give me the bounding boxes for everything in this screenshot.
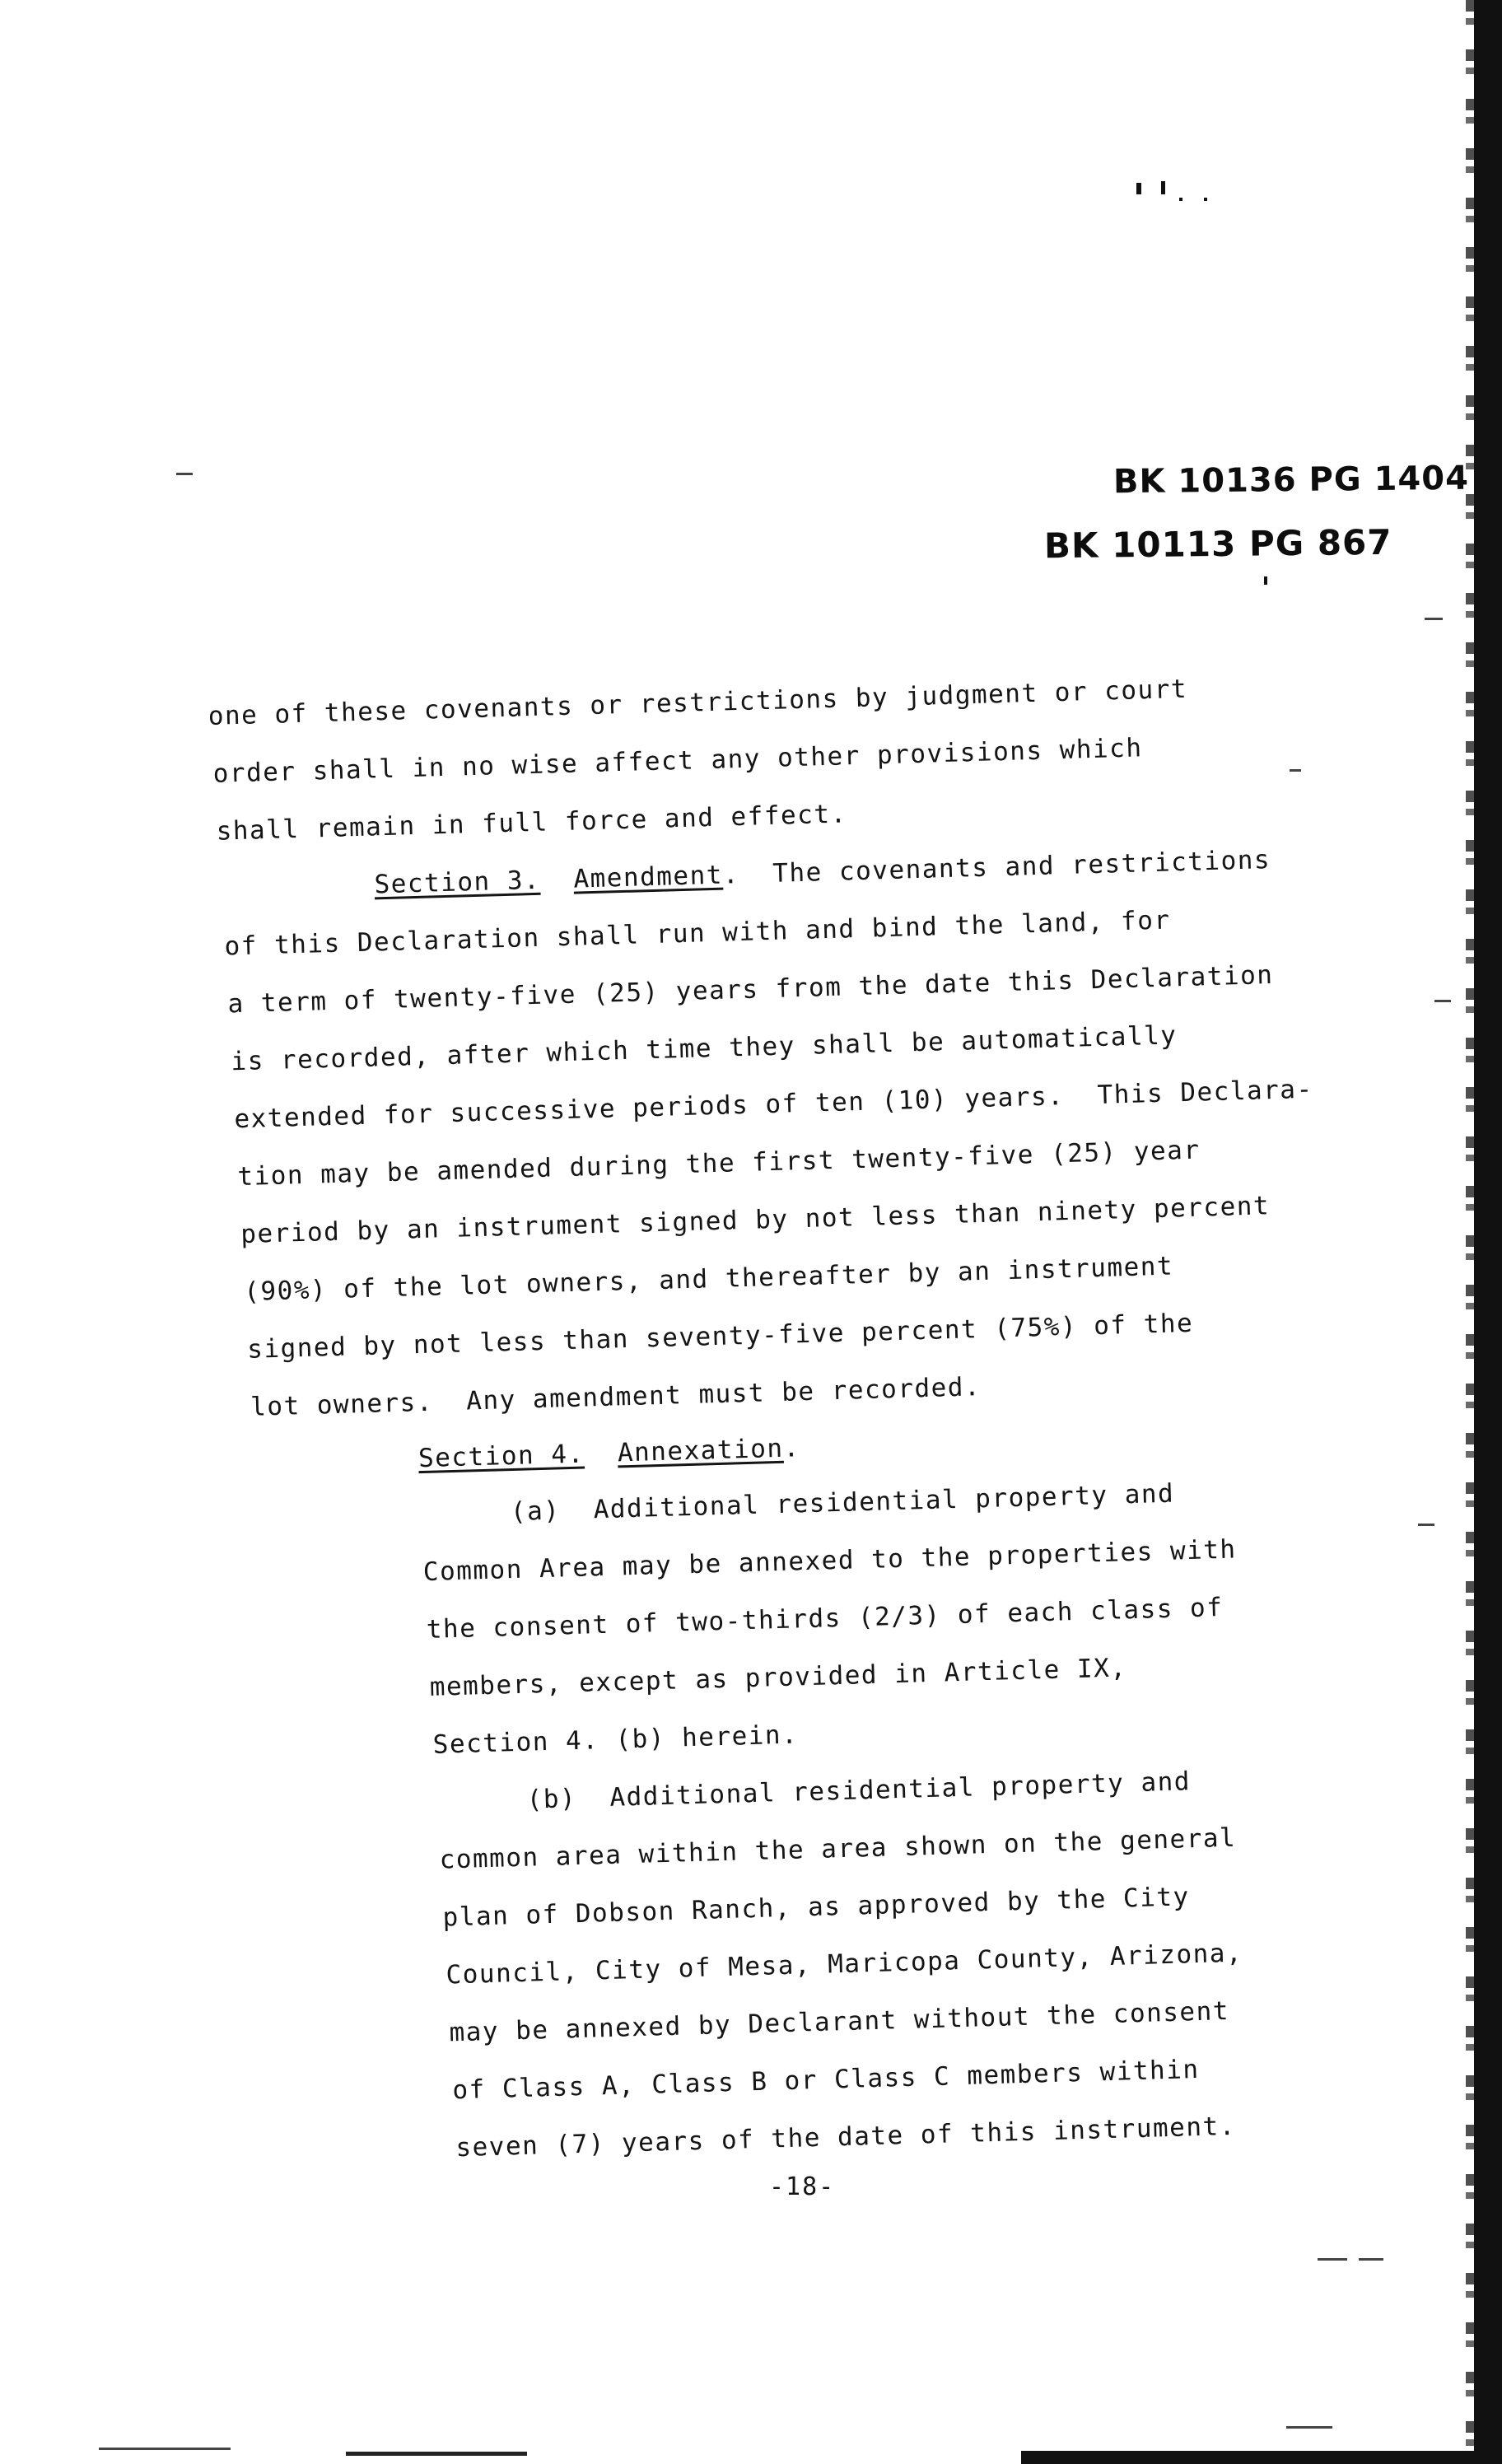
- document-body: [206, 602, 1341, 2163]
- body-line: is recorded, after which time they shall be automatically: [231, 1020, 1178, 1077]
- scan-edge-bottom: [1021, 2451, 1502, 2464]
- scan-speck: [1204, 198, 1207, 201]
- paragraph-b-line: Council, City of Mesa, Maricopa County, Arizona,: [445, 1938, 1243, 1990]
- scan-mark: [99, 2448, 231, 2450]
- scan-speck: [1161, 181, 1165, 194]
- body-line: signed by not less than seventy-five percent (75%) of the: [246, 1308, 1194, 1365]
- recording-stamp-2: BK 10113 PG 867: [1043, 521, 1392, 567]
- body-line: lot owners. Any amendment must be recorded.: [250, 1372, 982, 1422]
- scan-speck: [1179, 198, 1182, 201]
- section-3-text: . The covenants and restrictions: [722, 845, 1271, 890]
- paragraph-b-line: plan of Dobson Ranch, as approved by the City: [442, 1882, 1191, 1933]
- scan-speck: [1264, 576, 1267, 585]
- body-line: a term of twenty-five (25) years from the date this Declaration: [227, 959, 1274, 1020]
- paragraph-b-line: may be annexed by Declarant without the consent: [449, 1995, 1230, 2048]
- scan-edge-right: [1474, 0, 1502, 2464]
- section-3-line: [374, 843, 1271, 901]
- paragraph-a-line: Section 4. (b) herein.: [432, 1720, 799, 1760]
- paragraph-b-line: (b) Additional residential property and: [526, 1766, 1192, 1815]
- section-4-line: [417, 1431, 800, 1475]
- paragraph-b-line: of Class A, Class B or Class C members within: [451, 2054, 1201, 2106]
- paragraph-a-line: (a) Additional residential property and: [510, 1478, 1175, 1528]
- paragraph-a-line: the consent of two-thirds (2/3) of each class of: [426, 1592, 1224, 1645]
- paragraph-a-line: members, except as provided in Article IX,: [429, 1653, 1127, 1702]
- paragraph-b-line: common area within the area shown on the general: [439, 1822, 1237, 1875]
- scan-mark: [1318, 2258, 1347, 2261]
- scan-mark: [1425, 618, 1443, 620]
- body-line: extended for successive periods of ten (10) years. This Declara-: [233, 1074, 1314, 1135]
- section-4-heading: Section 4.: [417, 1439, 585, 1474]
- paragraph-b-line: seven (7) years of the date of this instrument.: [455, 2111, 1237, 2163]
- section-3-title: Amendment: [572, 860, 724, 894]
- body-line: (90%) of the lot owners, and thereafter by an instrument: [243, 1251, 1174, 1308]
- scan-mark: [1359, 2258, 1383, 2261]
- body-line: of this Declaration shall run with and bind the land, for: [224, 905, 1171, 962]
- scan-mark: [1286, 2426, 1332, 2429]
- body-line: order shall in no wise affect any other provisions which: [212, 733, 1143, 789]
- scan-mark: [1434, 1000, 1451, 1002]
- scan-mark: [1418, 1524, 1434, 1526]
- scan-mark-bottom: [346, 2452, 527, 2456]
- recording-stamp-1: BK 10136 PG 1404: [1113, 459, 1470, 502]
- scan-mark: [1290, 769, 1301, 772]
- body-line: period by an instrument signed by not less than ninety percent: [240, 1191, 1271, 1250]
- scan-mark: [176, 473, 193, 475]
- page-number: -18-: [769, 2172, 836, 2201]
- scan-edge-texture: [1466, 0, 1474, 2464]
- body-line: tion may be amended during the first twenty-five (25) year: [236, 1135, 1201, 1192]
- paragraph-a-line: Common Area may be annexed to the properties with: [422, 1534, 1238, 1588]
- section-3-heading: Section 3.: [374, 865, 541, 900]
- section-4-period: .: [782, 1433, 801, 1463]
- section-4-title: Annexation: [617, 1433, 784, 1468]
- body-line: one of these covenants or restrictions by judgment or court: [208, 674, 1188, 731]
- body-line: shall remain in full force and effect.: [216, 799, 848, 847]
- scan-speck: [1136, 183, 1141, 194]
